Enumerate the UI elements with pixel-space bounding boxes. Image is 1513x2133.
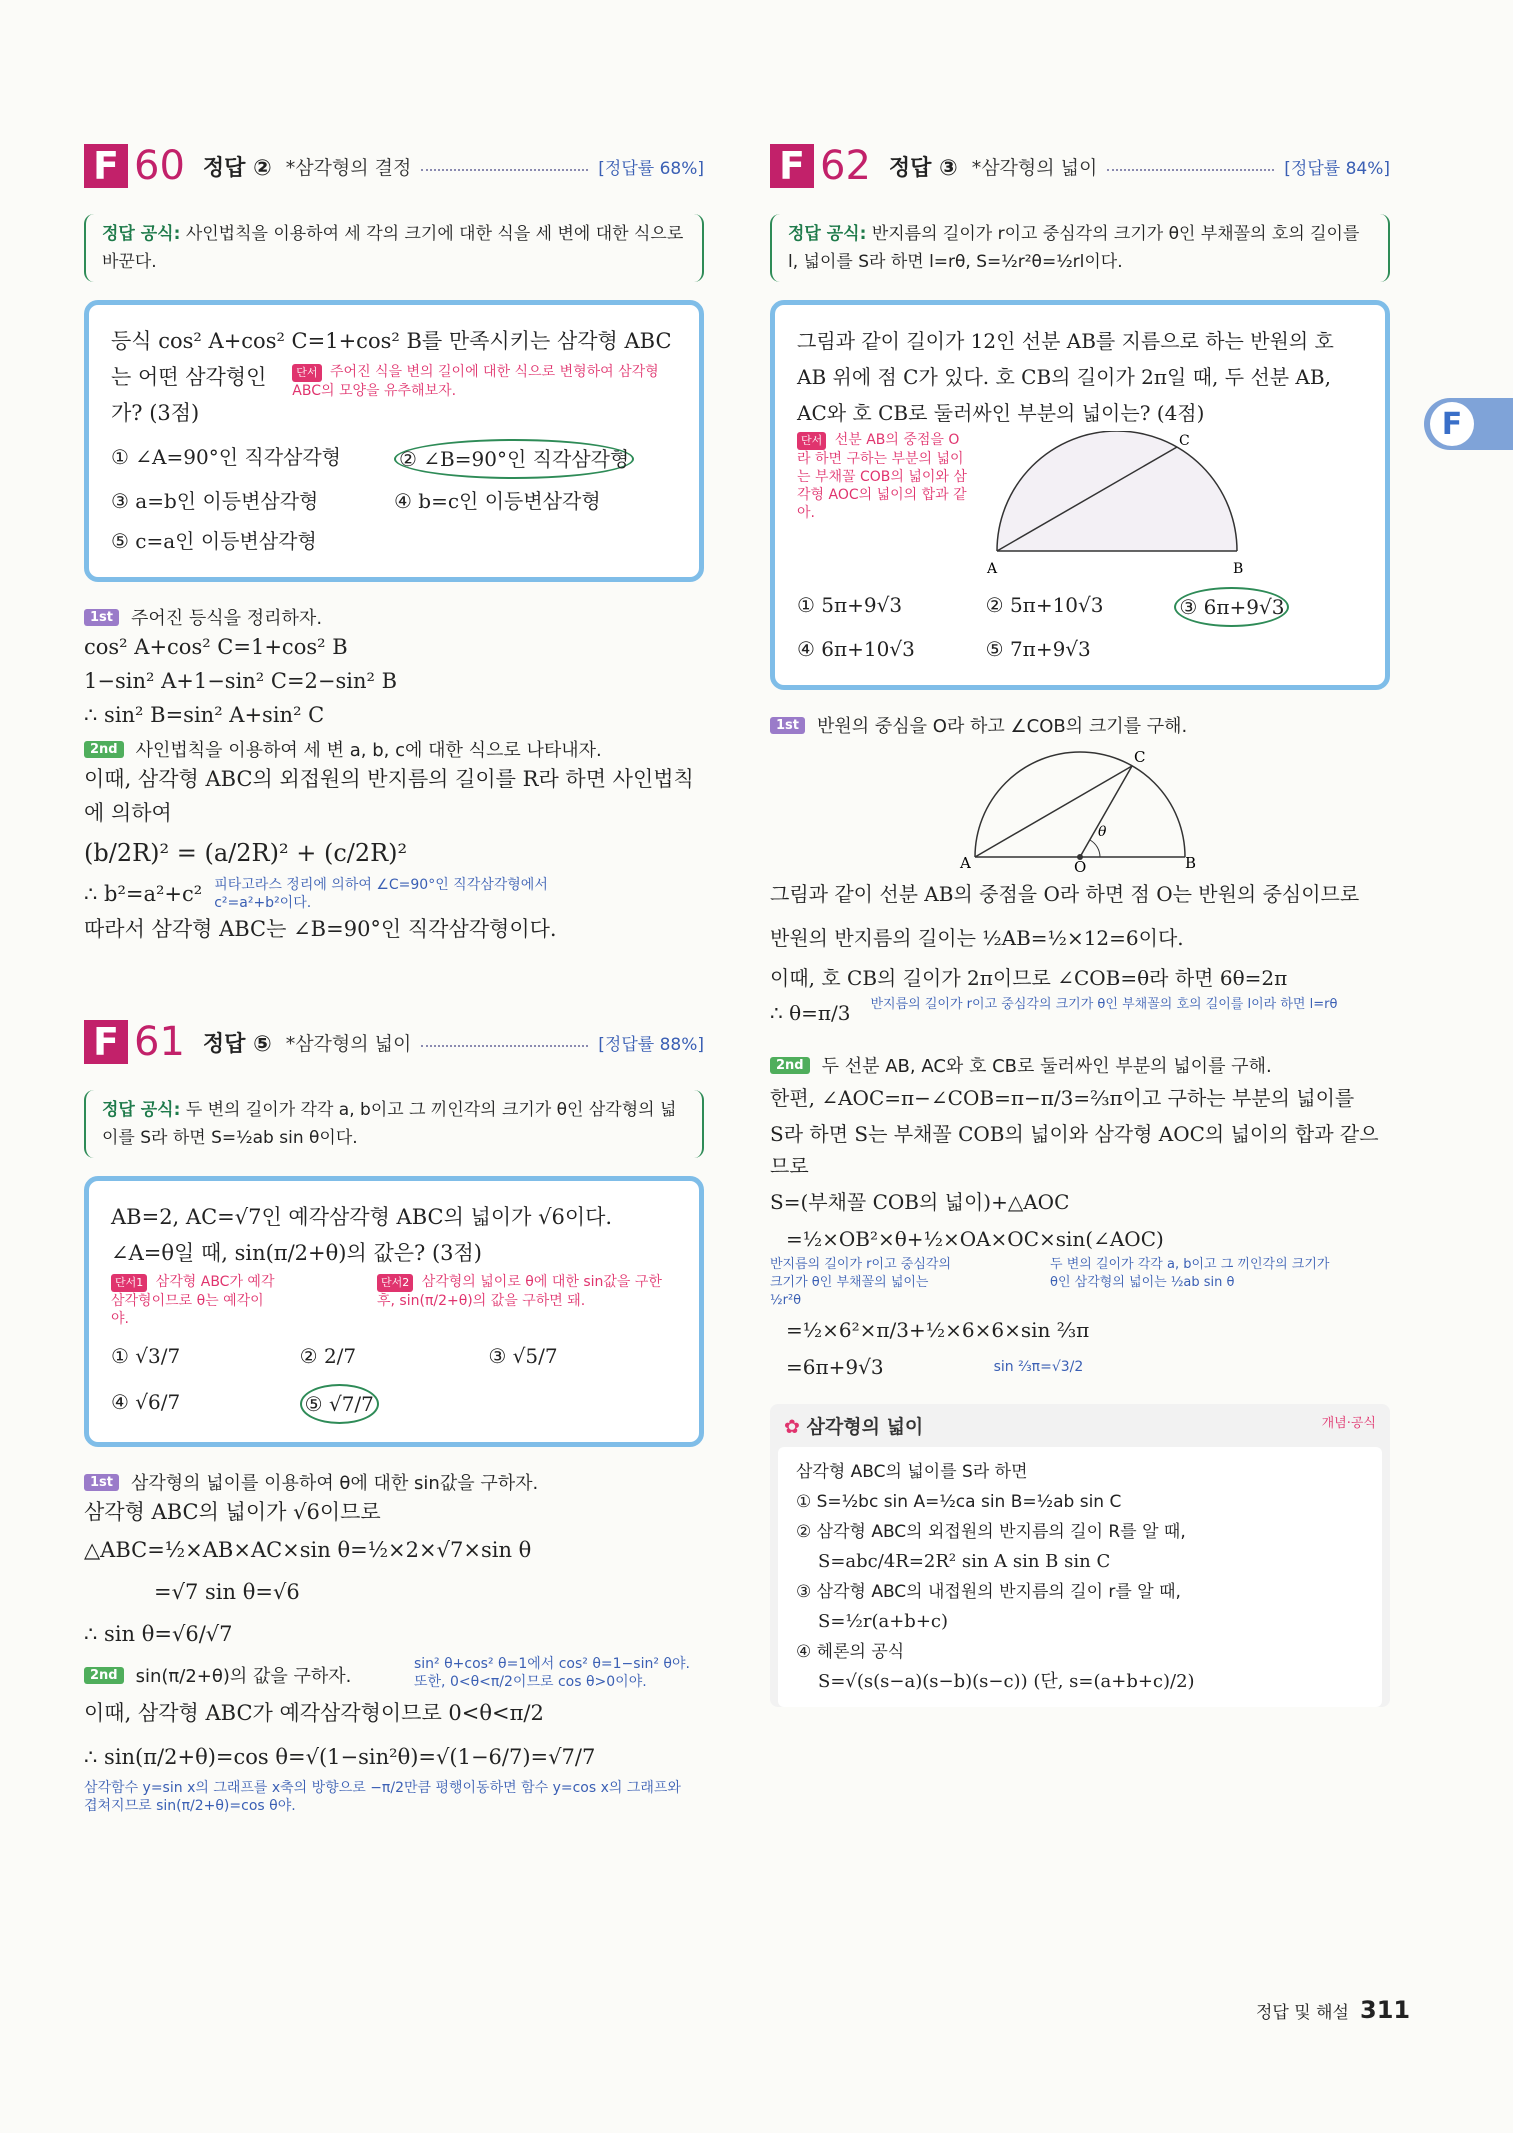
concept-line: ① S=½bc sin A=½ca sin B=½ab sin C [796, 1492, 1122, 1512]
question-line: AC와 호 CB로 둘러싸인 부분의 넓이는? (4점) [797, 401, 1205, 425]
side-note: 반지름의 길이가 r이고 중심각의 크기가 θ인 부채꼴의 넓이는 ½r²θ [770, 1257, 951, 1308]
solution-line: 한편, ∠AOC=π−∠COB=π−π/3=⅔π이고 구하는 부분의 넓이를 [770, 1086, 1355, 1110]
hint-tag: 단서1 [111, 1274, 147, 1292]
dotted-leader [421, 169, 588, 171]
answer-label: 정답 ③ [888, 155, 958, 181]
side-note: sin² θ+cos² θ=1에서 cos² θ=1−sin² θ야. 또한, 0<θ<π/2이므로 cos θ>0이야. [414, 1656, 690, 1690]
semicircle-figure [977, 431, 1257, 581]
solution-line: 따라서 삼각형 ABC는 ∠B=90°인 직각삼각형이다. [84, 917, 557, 941]
topic: *삼각형의 결정 [285, 156, 412, 179]
solution-line: =√7 sin θ=√6 [154, 1580, 300, 1604]
step-badge: 1st [84, 609, 119, 626]
step-1 [770, 712, 1390, 738]
concept-line: ② 삼각형 ABC의 외접원의 반지름의 길이 R를 알 때, [796, 1522, 1186, 1542]
side-note: 피타고라스 정리에 의하여 ∠C=90°인 직각삼각형에서 c²=a²+b²이다. [214, 877, 548, 911]
formula-title: 정답 공식: [102, 1100, 181, 1120]
solution-line: =½×OB²×θ+½×OA×OC×sin(∠AOC) [786, 1227, 1164, 1251]
step-title: 사인법칙을 이용하여 세 변 a, b, c에 대한 식으로 나타내자. [135, 740, 602, 761]
choice-4[interactable]: ④ √6/7 [111, 1390, 181, 1414]
answer-formula [84, 214, 704, 282]
concept-formula: S=abc/4R=2R² sin A sin B sin C [818, 1551, 1111, 1572]
label-A: A [960, 854, 971, 872]
page-number: 311 [1360, 1996, 1411, 2024]
question-line: AB 위에 점 C가 있다. 호 CB의 길이가 2π일 때, 두 선분 AB, [797, 365, 1331, 389]
solution-line: S=(부채꼴 COB의 넓이)+△AOC [770, 1190, 1070, 1214]
solution-line: 이때, 삼각형 ABC의 외접원의 반지름의 길이를 R라 하면 사인법칙에 의하여 [84, 767, 694, 825]
left-column [84, 140, 704, 1815]
step-badge: 1st [770, 717, 805, 734]
label-B: B [1185, 854, 1197, 872]
label-C: C [1179, 433, 1190, 449]
solution-line: 그림과 같이 선분 AB의 중점을 O라 하면 점 O는 반원의 중심이므로 [770, 882, 1360, 906]
accuracy-rate: [정답률 84%] [1284, 158, 1390, 179]
topic: *삼각형의 넓이 [285, 1032, 412, 1055]
concept-line: 삼각형 ABC의 넓이를 S라 하면 [796, 1462, 1028, 1482]
choice-3[interactable]: ③ √5/7 [488, 1344, 558, 1368]
solution-line: =6π+9√3 [786, 1355, 884, 1379]
solution-line: ∴ sin(π/2+θ)=cos θ=√(1−sin²θ)=√(1−6/7)=√7/7 [84, 1745, 596, 1769]
problem-62-header [770, 140, 1390, 192]
accuracy-rate: [정답률 88%] [598, 1034, 704, 1055]
step-badge: 1st [84, 1474, 119, 1491]
step-2 [770, 1052, 1390, 1078]
step-title: 주어진 등식을 정리하자. [131, 608, 323, 629]
step-title: 두 선분 AB, AC와 호 CB로 둘러싸인 부분의 넓이를 구해. [821, 1056, 1272, 1077]
label-B: B [1233, 561, 1244, 577]
f-badge: F [84, 1020, 128, 1064]
semicircle-arc [997, 431, 1237, 551]
hint-text: 주어진 식을 변의 길이에 대한 식으로 변형하여 삼각형 ABC의 모양을 유추해보자. [292, 364, 659, 399]
solution-line: 삼각형 ABC의 넓이가 √6이므로 [84, 1500, 381, 1524]
flower-icon: ✿ [784, 1416, 800, 1438]
step-2 [84, 736, 704, 762]
choice-1[interactable]: ① ∠A=90°인 직각삼각형 [111, 445, 341, 469]
solution-line: ∴ sin θ=√6/√7 [84, 1622, 233, 1646]
step-2 [84, 1662, 351, 1688]
semicircle-arc [975, 752, 1185, 857]
f-badge: F [84, 144, 128, 188]
question-box [770, 300, 1390, 690]
problem-number: 60 [134, 143, 185, 189]
topic: *삼각형의 넓이 [971, 156, 1098, 179]
question-box [84, 1176, 704, 1447]
concept-line: ③ 삼각형 ABC의 내접원의 반지름의 길이 r를 알 때, [796, 1582, 1181, 1602]
hint-tag: 단서 [797, 432, 826, 450]
hint-text: 선분 AB의 중점을 O라 하면 구하는 부분의 넓이는 부채꼴 COB의 넓이와 삼각형 AOC의 넓이의 합과 같아. [797, 432, 967, 521]
right-column [770, 140, 1390, 1715]
choice-2[interactable]: ② 5π+10√3 [985, 593, 1104, 617]
choice-1[interactable]: ① 5π+9√3 [797, 593, 903, 617]
label-theta: θ [1098, 824, 1107, 840]
problem-60-header [84, 140, 704, 192]
choice-4[interactable]: ④ 6π+10√3 [797, 637, 915, 661]
solution-line: △ABC=½×AB×AC×sin θ=½×2×√7×sin θ [84, 1538, 532, 1562]
footer-label: 정답 및 해설 [1256, 2003, 1349, 2023]
hint-tag: 단서 [292, 364, 321, 382]
concept-formula: S=½r(a+b+c) [818, 1611, 949, 1632]
angle-arc [1090, 840, 1100, 857]
step-title: 반원의 중심을 O라 하고 ∠COB의 크기를 구해. [817, 716, 1188, 737]
hint-tag: 단서2 [377, 1274, 413, 1292]
formula-text: 두 변의 길이가 각각 a, b이고 그 끼인각의 크기가 θ인 삼각형의 넓이를 S라 하면 S=½ab sin θ이다. [102, 1100, 677, 1148]
problem-number: 62 [820, 143, 871, 189]
hint-text: 삼각형 ABC가 예각삼각형이므로 θ는 예각이야. [111, 1274, 275, 1327]
question-box [84, 300, 704, 582]
formula-text: 반지름의 길이가 r이고 중심각의 크기가 θ인 부채꼴의 호의 길이를 l, 넓이를 S라 하면 l=rθ, S=½r²θ=½rl이다. [788, 224, 1360, 272]
question-line: 그림과 같이 길이가 12인 선분 AB를 지름으로 하는 반원의 호 [797, 329, 1334, 353]
choice-2[interactable]: ② 2/7 [299, 1344, 357, 1368]
problem-61-header [84, 1016, 704, 1068]
problem-number: 61 [134, 1019, 185, 1065]
choice-5-correct[interactable]: ⑤ √7/7 [300, 1384, 379, 1424]
solution-line: S라 하면 S는 부채꼴 COB의 넓이와 삼각형 AOC의 넓이의 합과 같으므로 [770, 1122, 1379, 1178]
choice-2-correct[interactable]: ② ∠B=90°인 직각삼각형 [394, 439, 634, 479]
label-C: C [1134, 748, 1146, 766]
solution-line: ∴ sin² B=sin² A+sin² C [84, 703, 325, 727]
solution-formula: (b/2R)² = (a/2R)² + (c/2R)² [84, 839, 408, 867]
dotted-leader [1107, 169, 1274, 171]
solution-line: =½×6²×π/3+½×6×6×sin ⅔π [786, 1318, 1090, 1342]
side-note: sin ⅔π=√3/2 [993, 1359, 1084, 1375]
segment-AC [975, 766, 1132, 857]
step-badge: 2nd [770, 1057, 810, 1074]
choice-3[interactable]: ③ a=b인 이등변삼각형 [111, 489, 319, 513]
section-letter: F [1430, 402, 1474, 446]
side-note: 반지름의 길이가 r이고 중심각의 크기가 θ인 부채꼴의 호의 길이를 l이라 하면 l=rθ [870, 997, 1338, 1012]
question-line: ∠A=θ일 때, sin(π/2+θ)의 값은? (3점) [111, 1241, 482, 1265]
formula-title: 정답 공식: [788, 224, 867, 244]
dotted-leader [421, 1045, 588, 1047]
step-title: sin(π/2+θ)의 값을 구하자. [135, 1666, 352, 1687]
step-badge: 2nd [84, 1667, 124, 1684]
answer-label: 정답 ⑤ [202, 1031, 272, 1057]
solution-line: ∴ θ=π/3 [770, 1001, 851, 1025]
solution-line: 이때, 호 CB의 길이가 2π이므로 ∠COB=θ라 하면 6θ=2π [770, 966, 1288, 990]
choice-3-correct[interactable]: ③ 6π+9√3 [1174, 587, 1289, 627]
page-footer [1256, 1996, 1410, 2024]
bottom-note: 삼각함수 y=sin x의 그래프를 x축의 방향으로 −π/2만큼 평행이동하면 함수 y=cos x의 그래프와 겹쳐지므로 sin(π/2+θ)=cos θ야. [84, 1780, 681, 1814]
hint-text: 삼각형의 넓이로 θ에 대한 sin값을 구한 후, sin(π/2+θ)의 값을 구하면 돼. [377, 1274, 662, 1309]
solution-line: 1−sin² A+1−sin² C=2−sin² B [84, 669, 398, 693]
answer-formula [84, 1090, 704, 1158]
step-title: 삼각형의 넓이를 이용하여 θ에 대한 sin값을 구하자. [131, 1473, 539, 1494]
choice-1[interactable]: ① √3/7 [111, 1344, 181, 1368]
concept-subtitle: 개념·공식 [1321, 1416, 1376, 1431]
accuracy-rate: [정답률 68%] [598, 158, 704, 179]
solution-line: 이때, 삼각형 ABC가 예각삼각형이므로 0<θ<π/2 [84, 1701, 544, 1725]
concept-box [770, 1404, 1390, 1707]
step-1 [84, 604, 704, 630]
concept-title: 삼각형의 넓이 [806, 1416, 924, 1438]
segment-OC [1080, 766, 1132, 857]
concept-formula: S=√(s(s−a)(s−b)(s−c)) (단, s=(a+b+c)/2) [818, 1671, 1195, 1692]
label-O: O [1074, 858, 1087, 872]
choice-5[interactable]: ⑤ 7π+9√3 [985, 637, 1091, 661]
question-line: 등식 cos² A+cos² C=1+cos² B를 만족시키는 삼각형 ABC [111, 329, 672, 353]
solution-line: cos² A+cos² C=1+cos² B [84, 635, 348, 659]
solution-figure [770, 742, 1390, 872]
answer-label: 정답 ② [202, 155, 272, 181]
label-A: A [987, 561, 998, 577]
question-line: 는 어떤 삼각형인가? (3점) [111, 365, 267, 425]
choice-4[interactable]: ④ b=c인 이등변삼각형 [394, 489, 601, 513]
choice-5[interactable]: ⑤ c=a인 이등변삼각형 [111, 529, 317, 553]
solution-line: ∴ b²=a²+c² [84, 882, 203, 906]
step-badge: 2nd [84, 741, 124, 758]
side-note: 두 변의 길이가 각각 a, b이고 그 끼인각의 크기가 θ인 삼각형의 넓이는 ½ab sin θ [1050, 1257, 1330, 1290]
formula-title: 정답 공식: [102, 224, 181, 244]
step-1 [84, 1469, 704, 1495]
question-line: AB=2, AC=√7인 예각삼각형 ABC의 넓이가 √6이다. [111, 1205, 613, 1229]
concept-line: ④ 헤론의 공식 [796, 1642, 905, 1662]
section-tab[interactable] [1424, 398, 1513, 450]
answer-formula [770, 214, 1390, 282]
solution-line: 반원의 반지름의 길이는 ½AB=½×12=6이다. [770, 926, 1184, 950]
formula-text: 사인법칙을 이용하여 세 각의 크기에 대한 식을 세 변에 대한 식으로 바꾼다. [102, 224, 684, 272]
f-badge: F [770, 144, 814, 188]
